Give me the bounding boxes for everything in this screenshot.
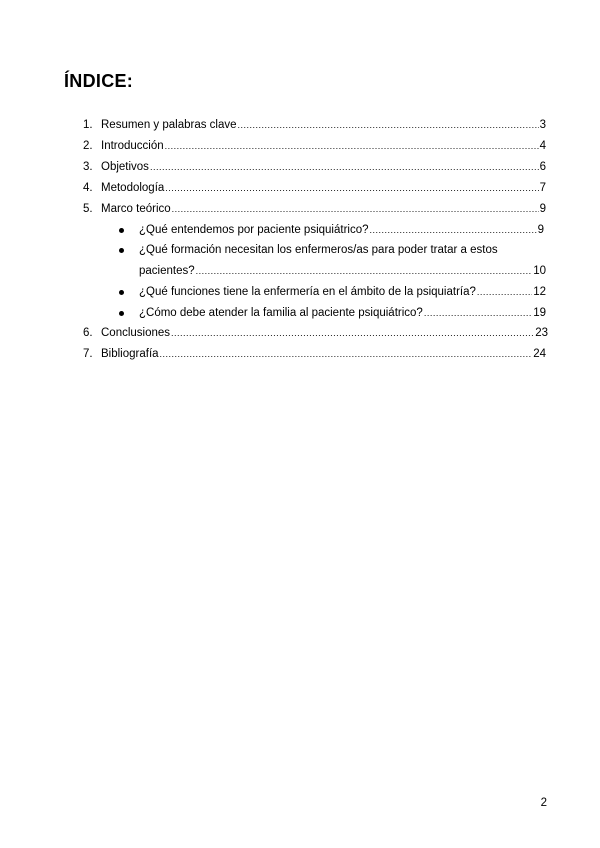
toc-dot-leader [160, 347, 533, 361]
toc-entry-page: 19 [533, 307, 546, 319]
toc-entry-number: 3. [83, 161, 93, 173]
toc-entry-label: Resumen y palabras clave [101, 119, 237, 131]
toc-entry-label: ¿Qué entendemos por paciente psiquiátrico? [139, 224, 369, 236]
toc-entry-page: 9 [539, 203, 546, 215]
toc-entry-metodologia[interactable] [83, 181, 546, 195]
toc-dot-leader [150, 160, 539, 174]
toc-entry-number: 4. [83, 182, 93, 194]
toc-entry-number: 5. [83, 203, 93, 215]
toc-subentry-paciente-psiquiatrico[interactable] [139, 223, 544, 237]
toc-entry-resumen[interactable] [83, 118, 546, 132]
toc-entry-page: 23 [535, 327, 548, 339]
toc-entry-page: 7 [539, 182, 546, 194]
toc-entry-label: Introducción [101, 140, 164, 152]
toc-entry-marco-teorico[interactable] [83, 202, 546, 216]
toc-entry-introduccion[interactable] [83, 139, 546, 153]
toc-dot-leader [238, 118, 539, 132]
toc-dot-leader [172, 202, 539, 216]
toc-dot-leader [165, 181, 538, 195]
toc-entry-page: 3 [539, 119, 546, 131]
toc-entry-page: 6 [539, 161, 546, 173]
bullet-icon [119, 311, 124, 316]
toc-entry-page: 9 [537, 224, 544, 236]
toc-entry-page: 10 [533, 265, 546, 277]
toc-subentry-familia[interactable] [139, 306, 546, 320]
toc-entry-page: 4 [539, 140, 546, 152]
toc-entry-number: 1. [83, 119, 93, 131]
toc-entry-label: ¿Qué formación necesitan los enfermeros/as para poder tratar a estos [139, 244, 498, 256]
toc-entry-label: ¿Qué funciones tiene la enfermería en el ámbito de la psiquiatría? [139, 286, 476, 298]
toc-subentry-formacion[interactable] [139, 243, 498, 257]
bullet-icon [119, 290, 124, 295]
toc-entry-objetivos[interactable] [83, 160, 546, 174]
bullet-icon [119, 248, 124, 253]
toc-entry-label: Marco teórico [101, 203, 171, 215]
toc-entry-page: 24 [533, 348, 546, 360]
toc-dot-leader [171, 326, 534, 340]
toc-entry-label: ¿Cómo debe atender la familia al paciente psiquiátrico? [139, 307, 423, 319]
toc-entry-page: 12 [533, 286, 546, 298]
toc-entry-label: Bibliografía [101, 348, 159, 360]
toc-dot-leader [370, 223, 537, 237]
toc-entry-bibliografia[interactable] [83, 347, 546, 361]
toc-dot-leader [477, 285, 532, 299]
toc-entry-label: Metodología [101, 182, 165, 194]
toc-entry-label: Conclusiones [101, 327, 171, 339]
toc-subentry-funciones[interactable] [139, 285, 546, 299]
toc-entry-conclusiones[interactable] [83, 326, 548, 340]
toc-entry-number: 6. [83, 327, 93, 339]
toc-dot-leader [196, 264, 533, 278]
toc-entry-number: 7. [83, 348, 93, 360]
toc-dot-leader [424, 306, 532, 320]
toc-entry-label-continuation: pacientes? [139, 265, 195, 277]
toc-subentry-formacion-continuation[interactable] [139, 264, 546, 278]
bullet-icon [119, 228, 124, 233]
index-title: ÍNDICE: [64, 71, 134, 91]
page-number: 2 [540, 797, 547, 809]
toc-entry-number: 2. [83, 140, 93, 152]
toc-dot-leader [165, 139, 539, 153]
toc-entry-label: Objetivos [101, 161, 149, 173]
